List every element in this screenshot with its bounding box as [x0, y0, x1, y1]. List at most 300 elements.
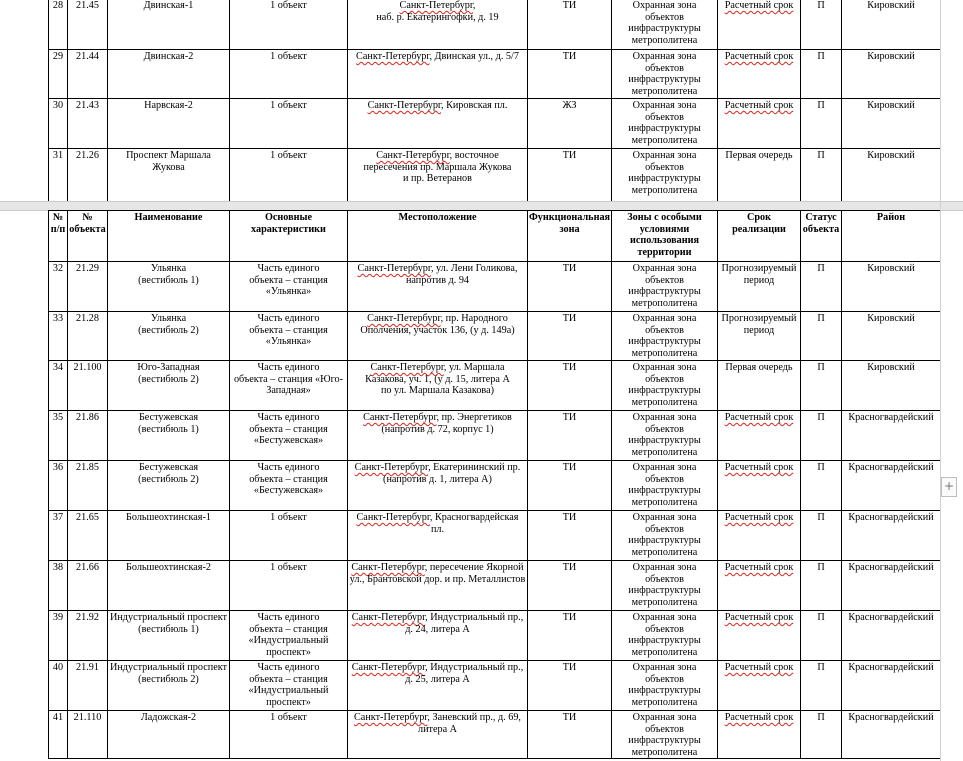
address-text: , ул. Маршала Казакова, уч. 1, (у д. 15, литера А по ул. Маршала Казакова): [365, 362, 510, 397]
location-cell[interactable]: [348, 511, 528, 561]
characteristics-text: 1 объект: [270, 100, 307, 111]
special-zone-cell[interactable]: [612, 711, 718, 759]
functional-zone-text: ТИ: [562, 712, 577, 723]
status-cell[interactable]: [801, 312, 842, 361]
object-code-cell[interactable]: [68, 511, 108, 561]
table-row: [49, 312, 941, 361]
object-code-cell[interactable]: [68, 361, 108, 411]
table-row: [49, 561, 941, 611]
term-text: Расчетный срок: [724, 662, 794, 673]
district-text: Кировский: [867, 51, 915, 62]
term-cell[interactable]: [718, 461, 801, 511]
header-name: Наименование: [108, 211, 230, 262]
characteristics-cell[interactable]: [230, 661, 348, 711]
object-code-text: 21.43: [76, 100, 99, 111]
object-name-text: Большеохтинская-1: [126, 512, 211, 523]
table-row: [49, 50, 941, 99]
city-name: Санкт-Петербург: [376, 150, 450, 161]
special-zone-cell[interactable]: [612, 661, 718, 711]
object-code-text: 21.91: [76, 662, 99, 673]
functional-zone-cell[interactable]: [528, 661, 612, 711]
term-text: Прогнозируемый период: [721, 313, 797, 336]
special-zone-cell[interactable]: [612, 411, 718, 461]
term-text: Расчетный срок: [724, 0, 794, 11]
term-text: Расчетный срок: [724, 712, 794, 723]
special-zone-text: Охранная зона объектов инфраструктуры метрополитена: [628, 100, 701, 146]
status-text: П: [817, 313, 825, 324]
object-name-cell[interactable]: [108, 611, 230, 661]
header-location: Местоположение: [348, 211, 528, 262]
object-name-text: Юго-Западная (вестибюль 2): [137, 362, 200, 385]
row-number-text: 31: [52, 150, 64, 161]
status-cell[interactable]: [801, 0, 842, 50]
district-cell[interactable]: [842, 561, 941, 611]
characteristics-text: Часть единого объекта – станция «Ульянка»: [249, 263, 328, 298]
term-cell[interactable]: [718, 511, 801, 561]
characteristics-text: Часть единого объекта – станция «Индустриальный проспект»: [248, 662, 329, 708]
status-text: П: [817, 0, 825, 11]
city-name: Санкт-Петербург: [351, 562, 425, 573]
object-code-cell[interactable]: [68, 262, 108, 312]
address-text: , наб. р. Екатерингофки, д. 19: [376, 0, 499, 23]
object-code-text: 21.100: [73, 362, 102, 373]
row-number-cell[interactable]: [49, 561, 68, 611]
term-cell[interactable]: [718, 361, 801, 411]
address-text: , пр. Народного Ополчения, участок 136, (у д. 149а): [360, 313, 515, 336]
special-zone-text: Охранная зона объектов инфраструктуры метрополитена: [628, 662, 701, 708]
characteristics-text: 1 объект: [270, 150, 307, 161]
row-number-text: 36: [52, 462, 64, 473]
object-name-cell[interactable]: [108, 511, 230, 561]
district-text: Кировский: [867, 0, 915, 11]
functional-zone-text: ТИ: [562, 412, 577, 423]
special-zone-cell[interactable]: [612, 511, 718, 561]
special-zone-text: Охранная зона объектов инфраструктуры метрополитена: [628, 462, 701, 508]
special-zone-cell[interactable]: [612, 149, 718, 204]
district-cell[interactable]: [842, 411, 941, 461]
status-cell[interactable]: [801, 411, 842, 461]
functional-zone-text: ТИ: [562, 462, 577, 473]
address-text: , Красногвардейская пл.: [429, 512, 519, 535]
address-text: , Двинская ул., д. 5/7: [429, 51, 519, 62]
row-number-text: 34: [52, 362, 64, 373]
characteristics-cell[interactable]: [230, 0, 348, 50]
object-name-cell[interactable]: [108, 312, 230, 361]
special-zone-cell[interactable]: [612, 262, 718, 312]
row-number-cell[interactable]: [49, 149, 68, 204]
special-zone-cell[interactable]: [612, 0, 718, 50]
functional-zone-text: ТИ: [562, 612, 577, 623]
table-row: [49, 711, 941, 759]
object-name-text: Большеохтинская-2: [126, 562, 211, 573]
functional-zone-cell[interactable]: [528, 0, 612, 50]
header-characteristics: Основные характеристики: [230, 211, 348, 262]
special-zone-text: Охранная зона объектов инфраструктуры метрополитена: [628, 362, 701, 408]
term-text: Первая очередь: [725, 150, 793, 161]
object-code-text: 21.28: [76, 313, 99, 324]
status-text: П: [817, 712, 825, 723]
location-cell[interactable]: [348, 361, 528, 411]
city-name: Санкт-Петербург: [351, 662, 426, 673]
status-text: П: [817, 612, 825, 623]
object-name-cell[interactable]: [108, 411, 230, 461]
address-text: , Индустриальный пр., д. 25, литера А: [405, 662, 524, 685]
object-name-cell[interactable]: [108, 661, 230, 711]
object-code-cell[interactable]: [68, 99, 108, 149]
object-code-text: 21.65: [76, 512, 99, 523]
district-cell[interactable]: [842, 312, 941, 361]
object-name-text: Бестужевская (вестибюль 1): [138, 412, 199, 435]
functional-zone-text: ТИ: [562, 263, 577, 274]
characteristics-cell[interactable]: [230, 50, 348, 99]
functional-zone-cell[interactable]: [528, 561, 612, 611]
characteristics-text: 1 объект: [270, 712, 307, 723]
row-number-text: 40: [52, 662, 64, 673]
object-code-cell[interactable]: [68, 711, 108, 759]
term-text: Прогнозируемый период: [721, 263, 797, 286]
special-zone-text: Охранная зона объектов инфраструктуры метрополитена: [628, 313, 701, 359]
row-number-text: 37: [52, 512, 64, 523]
characteristics-cell[interactable]: [230, 611, 348, 661]
characteristics-cell[interactable]: [230, 411, 348, 461]
row-number-cell[interactable]: [49, 50, 68, 99]
location-cell[interactable]: [348, 661, 528, 711]
object-name-cell[interactable]: [108, 50, 230, 99]
special-zone-cell[interactable]: [612, 312, 718, 361]
header-district: Район: [842, 211, 941, 262]
header-object-code: № объекта: [68, 211, 108, 262]
characteristics-text: Часть единого объекта – станция «Индустриальный проспект»: [248, 612, 329, 658]
object-code-cell[interactable]: [68, 149, 108, 204]
plus-icon: +: [943, 479, 955, 493]
special-zone-text: Охранная зона объектов инфраструктуры метрополитена: [628, 412, 701, 458]
status-cell[interactable]: [801, 661, 842, 711]
special-zone-cell[interactable]: [612, 611, 718, 661]
object-code-text: 21.26: [76, 150, 99, 161]
header-special-zones: Зоны с особыми условиями использования территории: [612, 211, 718, 262]
district-cell[interactable]: [842, 99, 941, 149]
object-code-text: 21.85: [76, 462, 99, 473]
object-name-cell[interactable]: [108, 149, 230, 204]
characteristics-text: Часть единого объекта – станция «Бестужевская»: [249, 462, 328, 497]
term-cell[interactable]: [718, 149, 801, 204]
address-text: , Кировская пл.: [440, 100, 508, 111]
functional-zone-cell[interactable]: [528, 99, 612, 149]
characteristics-text: 1 объект: [270, 562, 307, 573]
object-name-text: Двинская-2: [143, 51, 194, 62]
status-cell[interactable]: [801, 711, 842, 759]
term-cell[interactable]: [718, 411, 801, 461]
object-code-cell[interactable]: [68, 661, 108, 711]
district-cell[interactable]: [842, 511, 941, 561]
characteristics-cell[interactable]: [230, 262, 348, 312]
location-cell[interactable]: [348, 461, 528, 511]
object-name-text: Ладожская-2: [140, 712, 197, 723]
district-cell[interactable]: [842, 461, 941, 511]
object-name-text: Проспект Маршала Жукова: [126, 150, 211, 173]
object-code-text: 21.45: [76, 0, 99, 11]
functional-zone-cell[interactable]: [528, 361, 612, 411]
row-number-text: 38: [52, 562, 64, 573]
object-name-text: Нарвская-2: [144, 100, 193, 111]
location-cell[interactable]: [348, 561, 528, 611]
functional-zone-cell[interactable]: [528, 461, 612, 511]
object-name-cell[interactable]: [108, 262, 230, 312]
table-header-row: [49, 211, 941, 262]
special-zone-text: Охранная зона объектов инфраструктуры метрополитена: [628, 51, 701, 97]
status-text: П: [817, 263, 825, 274]
row-number-cell[interactable]: [49, 411, 68, 461]
object-code-cell[interactable]: [68, 0, 108, 50]
term-cell[interactable]: [718, 99, 801, 149]
location-cell[interactable]: [348, 711, 528, 759]
location-cell[interactable]: [348, 262, 528, 312]
object-name-cell[interactable]: [108, 99, 230, 149]
address-text: , Екатерининский пр. (напротив д. 1, литера А): [383, 462, 521, 485]
header-number: № п/п: [49, 211, 68, 262]
status-cell[interactable]: [801, 611, 842, 661]
special-zone-text: Охранная зона объектов инфраструктуры метрополитена: [628, 712, 701, 758]
term-cell[interactable]: [718, 50, 801, 99]
status-cell[interactable]: [801, 99, 842, 149]
status-text: П: [817, 150, 825, 161]
functional-zone-text: ТИ: [562, 662, 577, 673]
object-code-text: 21.66: [76, 562, 99, 573]
city-name: Санкт-Петербург: [367, 100, 441, 111]
status-text: П: [817, 412, 825, 423]
row-number-cell[interactable]: [49, 711, 68, 759]
header-status: Статус объекта: [801, 211, 842, 262]
location-cell[interactable]: [348, 50, 528, 99]
object-name-cell[interactable]: [108, 361, 230, 411]
term-cell[interactable]: [718, 0, 801, 50]
district-text: Красногвардейский: [848, 662, 934, 673]
objects-table-top: [48, 0, 941, 204]
object-code-text: 21.29: [76, 263, 99, 274]
special-zone-cell[interactable]: [612, 99, 718, 149]
row-number-cell[interactable]: [49, 0, 68, 50]
object-code-cell[interactable]: [68, 561, 108, 611]
row-number-cell[interactable]: [49, 611, 68, 661]
object-name-text: Индустриальный проспект (вестибюль 2): [109, 662, 228, 685]
status-cell[interactable]: [801, 361, 842, 411]
row-number-cell[interactable]: [49, 99, 68, 149]
district-cell[interactable]: [842, 0, 941, 50]
status-cell[interactable]: [801, 50, 842, 99]
characteristics-text: Часть единого объекта – станция «Юго- Западная»: [233, 362, 344, 397]
address-text: , восточное пересечения пр. Маршала Жукова и пр. Ветеранов: [363, 150, 512, 185]
table-row: [49, 262, 941, 312]
functional-zone-text: ТИ: [562, 0, 577, 11]
city-name: Санкт-Петербург: [370, 362, 444, 373]
status-cell[interactable]: [801, 461, 842, 511]
object-name-cell[interactable]: [108, 561, 230, 611]
term-cell[interactable]: [718, 312, 801, 361]
district-cell[interactable]: [842, 661, 941, 711]
city-name: Санкт-Петербург: [356, 51, 430, 62]
object-code-text: 21.110: [73, 712, 102, 723]
characteristics-cell[interactable]: [230, 99, 348, 149]
location-cell[interactable]: [348, 611, 528, 661]
term-cell[interactable]: [718, 711, 801, 759]
row-number-text: 30: [52, 100, 64, 111]
city-name: Санкт-Петербург: [363, 412, 437, 423]
row-number-text: 33: [52, 313, 64, 324]
term-cell[interactable]: [718, 262, 801, 312]
object-name-text: Ульянка (вестибюль 1): [138, 263, 199, 286]
district-cell[interactable]: [842, 149, 941, 204]
table-row: [49, 511, 941, 561]
page-right-edge: [940, 0, 941, 761]
functional-zone-cell[interactable]: [528, 262, 612, 312]
characteristics-text: 1 объект: [270, 512, 307, 523]
functional-zone-cell[interactable]: [528, 50, 612, 99]
term-text: Расчетный срок: [724, 412, 794, 423]
district-text: Красногвардейский: [848, 562, 934, 573]
object-code-cell[interactable]: [68, 611, 108, 661]
address-text: , пр. Энергетиков (напротив д. 72, корпус 1): [381, 412, 512, 435]
special-zone-text: Охранная зона объектов инфраструктуры метрополитена: [628, 612, 701, 658]
row-number-cell[interactable]: [49, 312, 68, 361]
term-text: Первая очередь: [725, 362, 793, 373]
location-cell[interactable]: [348, 0, 528, 50]
city-name: Санкт-Петербург: [357, 263, 431, 274]
address-text: , Заневский пр., д. 69, литера А: [417, 712, 521, 735]
city-name: Санкт-Петербург: [351, 612, 426, 623]
functional-zone-cell[interactable]: [528, 511, 612, 561]
address-text: , Индустриальный пр., д. 24, литера А: [405, 612, 524, 635]
table-row: [49, 661, 941, 711]
object-code-cell[interactable]: [68, 50, 108, 99]
status-cell[interactable]: [801, 149, 842, 204]
term-text: Расчетный срок: [724, 512, 794, 523]
status-cell[interactable]: [801, 511, 842, 561]
object-code-text: 21.44: [76, 51, 99, 62]
functional-zone-text: ТИ: [562, 51, 577, 62]
object-code-text: 21.92: [76, 612, 99, 623]
characteristics-cell[interactable]: [230, 312, 348, 361]
functional-zone-cell[interactable]: [528, 312, 612, 361]
district-cell[interactable]: [842, 611, 941, 661]
characteristics-cell[interactable]: [230, 461, 348, 511]
objects-table-bottom: [48, 210, 941, 759]
location-cell[interactable]: [348, 411, 528, 461]
functional-zone-text: ТИ: [562, 512, 577, 523]
object-code-text: 21.86: [76, 412, 99, 423]
term-cell[interactable]: [718, 611, 801, 661]
characteristics-text: Часть единого объекта – станция «Бестужевская»: [249, 412, 328, 447]
term-cell[interactable]: [718, 561, 801, 611]
location-cell[interactable]: [348, 312, 528, 361]
functional-zone-cell[interactable]: [528, 149, 612, 204]
city-name: Санкт-Петербург: [354, 712, 428, 723]
special-zone-cell[interactable]: [612, 50, 718, 99]
table-row: [49, 99, 941, 149]
city-name: Санкт-Петербург: [356, 512, 430, 523]
row-number-text: 35: [52, 412, 64, 423]
term-text: Расчетный срок: [724, 51, 794, 62]
city-name: Санкт-Петербург: [354, 462, 429, 473]
add-row-button[interactable]: [941, 477, 957, 497]
table-row: [49, 611, 941, 661]
functional-zone-text: ТИ: [562, 150, 577, 161]
special-zone-cell[interactable]: [612, 561, 718, 611]
row-number-text: 32: [52, 263, 64, 274]
functional-zone-cell[interactable]: [528, 711, 612, 759]
row-number-cell[interactable]: [49, 361, 68, 411]
location-cell[interactable]: [348, 99, 528, 149]
city-name: Санкт-Петербург: [399, 0, 473, 11]
district-cell[interactable]: [842, 361, 941, 411]
object-code-cell[interactable]: [68, 461, 108, 511]
characteristics-cell[interactable]: [230, 561, 348, 611]
functional-zone-text: ТИ: [562, 562, 577, 573]
characteristics-cell[interactable]: [230, 511, 348, 561]
object-code-cell[interactable]: [68, 411, 108, 461]
term-text: Расчетный срок: [724, 462, 794, 473]
object-name-text: Бестужевская (вестибюль 2): [138, 462, 199, 485]
functional-zone-text: ЖЗ: [562, 100, 577, 111]
characteristics-cell[interactable]: [230, 711, 348, 759]
row-number-text: 41: [52, 712, 64, 723]
object-name-cell[interactable]: [108, 0, 230, 50]
status-cell[interactable]: [801, 262, 842, 312]
row-number-text: 39: [52, 612, 64, 623]
district-cell[interactable]: [842, 50, 941, 99]
district-text: Красногвардейский: [848, 412, 934, 423]
district-text: Кировский: [867, 313, 915, 324]
object-name-cell[interactable]: [108, 461, 230, 511]
district-text: Кировский: [867, 362, 915, 373]
district-cell[interactable]: [842, 262, 941, 312]
header-functional-zone: Функциональная зона: [528, 211, 612, 262]
address-text: , ул. Лени Голикова, напротив д. 94: [405, 263, 518, 286]
district-text: Красногвардейский: [848, 712, 934, 723]
table-row: [49, 361, 941, 411]
special-zone-text: Охранная зона объектов инфраструктуры метрополитена: [628, 150, 701, 196]
object-code-cell[interactable]: [68, 312, 108, 361]
row-number-cell[interactable]: [49, 661, 68, 711]
object-name-text: Ульянка (вестибюль 2): [138, 313, 199, 336]
characteristics-text: 1 объект: [270, 51, 307, 62]
status-cell[interactable]: [801, 561, 842, 611]
term-cell[interactable]: [718, 661, 801, 711]
special-zone-cell[interactable]: [612, 461, 718, 511]
district-cell[interactable]: [842, 711, 941, 759]
functional-zone-cell[interactable]: [528, 411, 612, 461]
district-text: Красногвардейский: [848, 612, 934, 623]
row-number-cell[interactable]: [49, 262, 68, 312]
district-text: Кировский: [867, 150, 915, 161]
functional-zone-text: ТИ: [562, 362, 577, 373]
term-text: Расчетный срок: [724, 562, 794, 573]
status-text: П: [817, 362, 825, 373]
object-name-cell[interactable]: [108, 711, 230, 759]
special-zone-cell[interactable]: [612, 361, 718, 411]
table-row: [49, 411, 941, 461]
functional-zone-cell[interactable]: [528, 611, 612, 661]
special-zone-text: Охранная зона объектов инфраструктуры метрополитена: [628, 562, 701, 608]
district-text: Красногвардейский: [848, 512, 934, 523]
characteristics-cell[interactable]: [230, 361, 348, 411]
location-cell[interactable]: [348, 149, 528, 204]
row-number-cell[interactable]: [49, 511, 68, 561]
row-number-cell[interactable]: [49, 461, 68, 511]
special-zone-text: Охранная зона объектов инфраструктуры метрополитена: [628, 0, 701, 46]
header-term: Срок реализации: [718, 211, 801, 262]
characteristics-cell[interactable]: [230, 149, 348, 204]
status-text: П: [817, 100, 825, 111]
